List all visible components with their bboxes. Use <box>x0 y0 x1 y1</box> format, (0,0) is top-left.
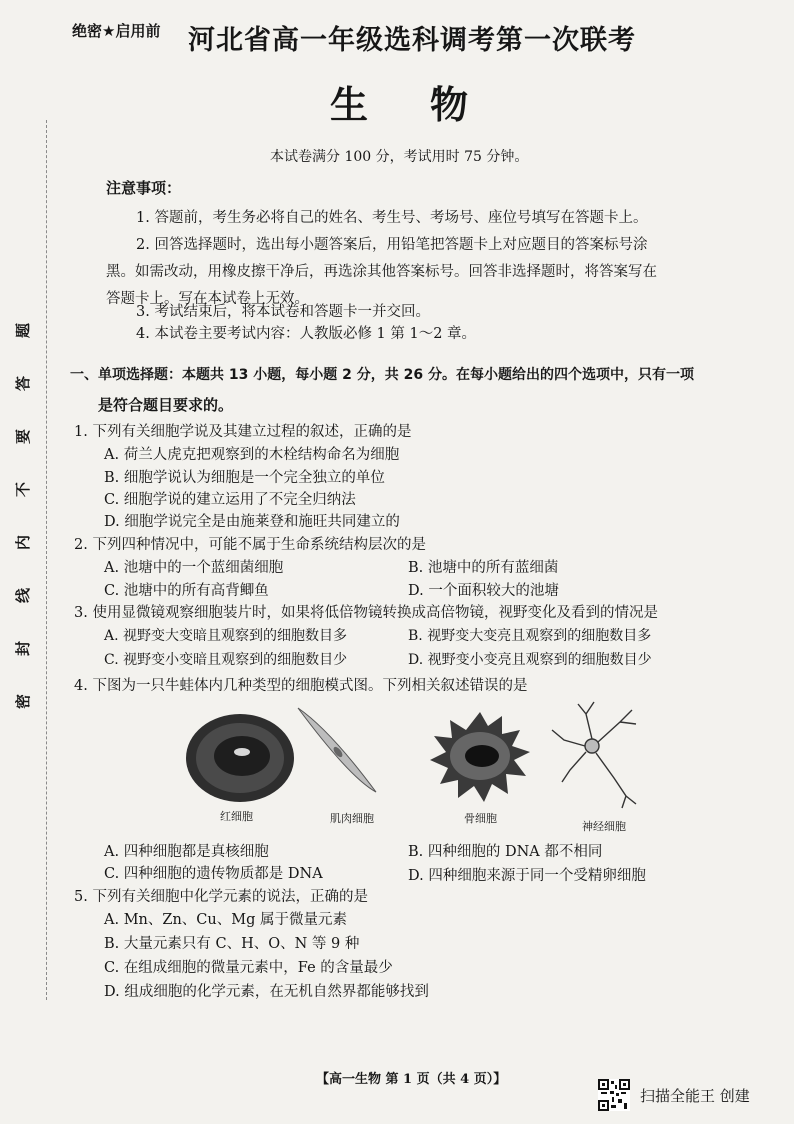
notice-line: 2. 回答选择题时，选出每小题答案后，用铅笔把答题卡上对应题目的答案标号涂 <box>136 237 648 253</box>
notice-line: 4. 本试卷主要考试内容：人教版必修 1 第 1～2 章。 <box>136 326 477 342</box>
binding-char: 内 <box>14 534 33 551</box>
page-footer: 【高一生物 第 1 页（共 4 页）】 <box>316 1072 507 1087</box>
question-stem: 4. 下图为一只牛蛙体内几种类型的细胞模式图。下列相关叙述错误的是 <box>74 678 528 694</box>
option: D. 四种细胞来源于同一个受精卵细胞 <box>408 868 646 884</box>
figure-label: 骨细胞 <box>464 812 497 825</box>
question-stem: 2. 下列四种情况中，可能不属于生命系统结构层次的是 <box>74 537 426 553</box>
option: C. 细胞学说的建立运用了不完全归纳法 <box>104 492 356 508</box>
option: B. 大量元素只有 C、H、O、N 等 9 种 <box>104 936 360 952</box>
figure-label: 红细胞 <box>220 810 253 823</box>
binding-char: 线 <box>14 587 33 604</box>
notice-line: 1. 答题前，考生务必将自己的姓名、考生号、考场号、座位号填写在答题卡上。 <box>136 210 648 226</box>
notice-line: 答题卡上。写在本试卷上无效。 <box>106 291 309 307</box>
option: A. 池塘中的一个蓝细菌细胞 <box>104 560 284 576</box>
binding-char: 答 <box>14 375 33 392</box>
option: A. Mn、Zn、Cu、Mg 属于微量元素 <box>104 912 347 928</box>
figure-label: 肌肉细胞 <box>330 812 374 825</box>
option: C. 视野变小变暗且观察到的细胞数目少 <box>104 652 348 668</box>
option: C. 四种细胞的遗传物质都是 DNA <box>104 866 323 882</box>
option: A. 荷兰人虎克把观察到的木栓结构命名为细胞 <box>104 447 400 463</box>
score-info: 本试卷满分 100 分，考试用时 75 分钟。 <box>270 149 529 165</box>
option: D. 细胞学说完全是由施莱登和施旺共同建立的 <box>104 514 400 530</box>
muscle-cell-image <box>298 708 376 792</box>
confidential-label: 绝密★启用前 <box>72 22 161 40</box>
option: A. 四种细胞都是真核细胞 <box>104 844 269 860</box>
binding-line <box>46 120 47 1000</box>
binding-char: 密 <box>14 693 33 710</box>
binding-strip-text <box>8 320 38 712</box>
subject-title: 生物 <box>330 83 531 127</box>
question-stem: 5. 下列有关细胞中化学元素的说法，正确的是 <box>74 889 368 905</box>
scanner-text: 扫描全能王 创建 <box>640 1086 750 1105</box>
section-heading: 一、单项选择题：本题共 13 小题，每小题 2 分，共 26 分。在每小题给出的四个选项中，只有一项 <box>70 367 694 383</box>
question-stem: 1. 下列有关细胞学说及其建立过程的叙述，正确的是 <box>74 424 412 440</box>
section-heading: 是符合题目要求的。 <box>98 396 234 414</box>
figure-label: 神经细胞 <box>582 820 626 833</box>
binding-char: 不 <box>14 481 33 498</box>
red-blood-cell-image <box>186 714 294 802</box>
cell-figure <box>180 700 650 835</box>
scanner-watermark <box>598 1078 788 1112</box>
option: D. 组成细胞的化学元素，在无机自然界都能够找到 <box>104 984 429 1000</box>
binding-char: 题 <box>14 322 33 339</box>
option: C. 在组成细胞的微量元素中，Fe 的含量最少 <box>104 960 393 976</box>
notice-line: 黑。如需改动，用橡皮擦干净后，再选涂其他答案标号。回答非选择题时，将答案写在 <box>106 264 657 280</box>
option: B. 视野变大变亮且观察到的细胞数目多 <box>408 628 652 644</box>
option: D. 一个面积较大的池塘 <box>408 583 559 599</box>
notice-heading: 注意事项： <box>106 179 182 197</box>
nerve-cell-image <box>552 702 636 808</box>
exam-title: 河北省高一年级选科调考第一次联考 <box>188 25 636 56</box>
option: B. 细胞学说认为细胞是一个完全独立的单位 <box>104 470 385 486</box>
bone-cell-image <box>430 712 530 802</box>
qr-code-icon <box>598 1079 630 1111</box>
binding-char: 封 <box>14 640 33 657</box>
option: C. 池塘中的所有高背鲫鱼 <box>104 583 269 599</box>
option: A. 视野变大变暗且观察到的细胞数目多 <box>104 628 348 644</box>
option: B. 池塘中的所有蓝细菌 <box>408 560 559 576</box>
question-stem: 3. 使用显微镜观察细胞装片时，如果将低倍物镜转换成高倍物镜，视野变化及看到的情况是 <box>74 605 658 621</box>
option: D. 视野变小变亮且观察到的细胞数目少 <box>408 652 652 668</box>
binding-char: 要 <box>14 428 33 445</box>
option: B. 四种细胞的 DNA 都不相同 <box>408 844 603 860</box>
notice-line: 3. 考试结束后，将本试卷和答题卡一并交回。 <box>136 304 430 320</box>
